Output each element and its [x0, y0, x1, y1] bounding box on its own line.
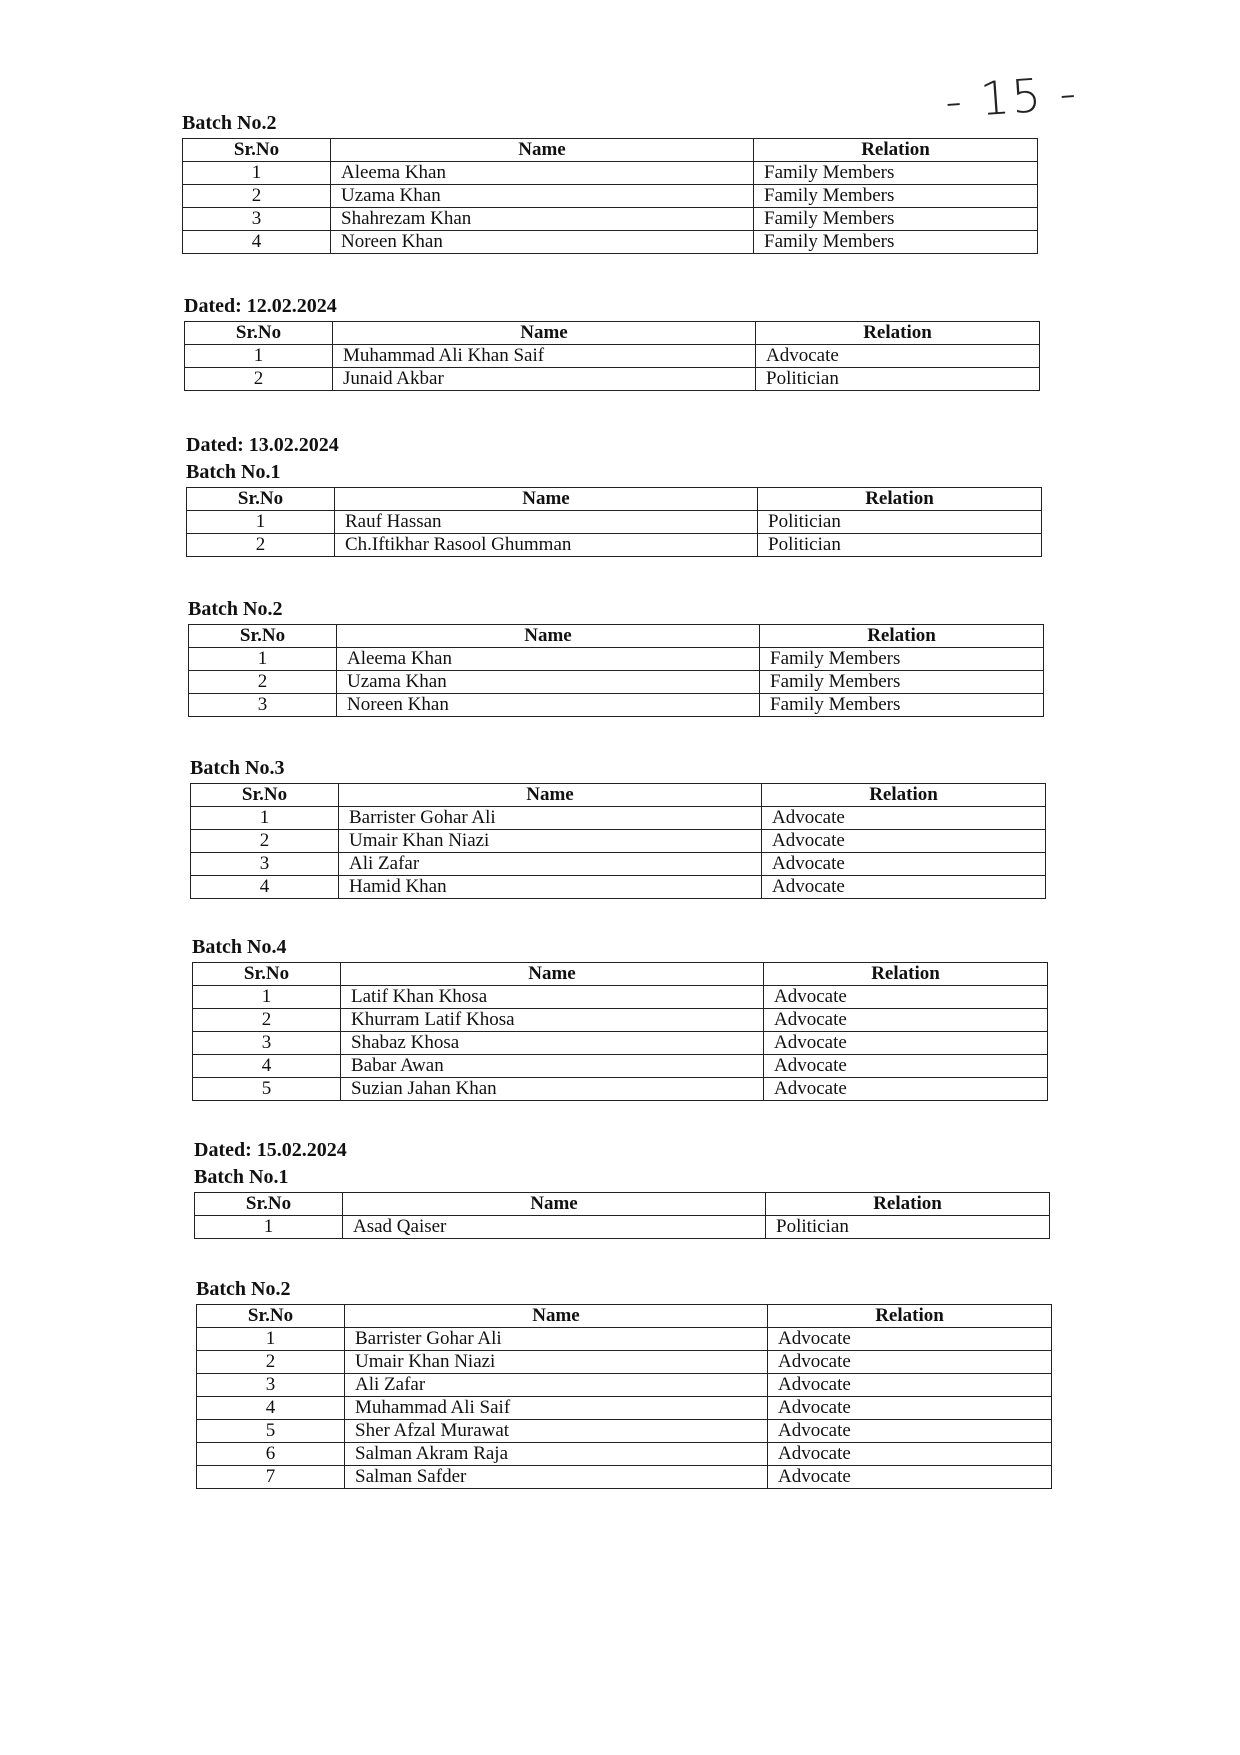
serial-number-cell: 1: [185, 345, 333, 368]
relation-cell: Family Members: [760, 671, 1044, 694]
serial-number-cell: 3: [197, 1374, 345, 1397]
column-header-name: Name: [331, 139, 754, 162]
serial-number-cell: 1: [183, 162, 331, 185]
name-cell: Rauf Hassan: [335, 511, 758, 534]
table-row: [189, 648, 1044, 671]
table-row: [193, 986, 1048, 1009]
serial-number-cell: 5: [197, 1420, 345, 1443]
column-header-sr-no: Sr.No: [189, 625, 337, 648]
column-header-name: Name: [335, 488, 758, 511]
table-row: [189, 694, 1044, 717]
visitor-section: [190, 755, 1046, 899]
table-row: [197, 1328, 1052, 1351]
relation-cell: Family Members: [754, 231, 1038, 254]
table-header-row: [191, 784, 1046, 807]
name-cell: Khurram Latif Khosa: [341, 1009, 764, 1032]
visitor-section: [194, 1137, 1050, 1239]
column-header-name: Name: [341, 963, 764, 986]
serial-number-cell: 1: [195, 1216, 343, 1239]
relation-cell: Advocate: [762, 830, 1046, 853]
table-header-row: [189, 625, 1044, 648]
visitor-table: [194, 1192, 1050, 1239]
column-header-sr-no: Sr.No: [183, 139, 331, 162]
table-header-row: [185, 322, 1040, 345]
column-header-relation: Relation: [760, 625, 1044, 648]
name-cell: Ali Zafar: [339, 853, 762, 876]
serial-number-cell: 4: [197, 1397, 345, 1420]
serial-number-cell: 2: [197, 1351, 345, 1374]
table-row: [197, 1443, 1052, 1466]
name-cell: Asad Qaiser: [343, 1216, 766, 1239]
relation-cell: Advocate: [764, 1032, 1048, 1055]
name-cell: Salman Akram Raja: [345, 1443, 768, 1466]
name-cell: Umair Khan Niazi: [339, 830, 762, 853]
name-cell: Muhammad Ali Khan Saif: [333, 345, 756, 368]
column-header-sr-no: Sr.No: [191, 784, 339, 807]
serial-number-cell: 3: [191, 853, 339, 876]
column-header-name: Name: [345, 1305, 768, 1328]
serial-number-cell: 1: [193, 986, 341, 1009]
batch-heading: Batch No.1: [186, 461, 281, 483]
name-cell: Ali Zafar: [345, 1374, 768, 1397]
table-row: [189, 671, 1044, 694]
column-header-relation: Relation: [764, 963, 1048, 986]
relation-cell: Advocate: [768, 1420, 1052, 1443]
batch-heading: Batch No.2: [196, 1278, 291, 1300]
serial-number-cell: 5: [193, 1078, 341, 1101]
table-row: [195, 1216, 1050, 1239]
relation-cell: Advocate: [768, 1397, 1052, 1420]
visitor-section: [188, 596, 1044, 717]
name-cell: Junaid Akbar: [333, 368, 756, 391]
date-heading: Dated: 12.02.2024: [184, 295, 337, 317]
name-cell: Shabaz Khosa: [341, 1032, 764, 1055]
relation-cell: Advocate: [768, 1351, 1052, 1374]
column-header-relation: Relation: [758, 488, 1042, 511]
relation-cell: Advocate: [768, 1466, 1052, 1489]
column-header-name: Name: [343, 1193, 766, 1216]
visitor-section: [184, 293, 1040, 391]
name-cell: Aleema Khan: [331, 162, 754, 185]
serial-number-cell: 1: [189, 648, 337, 671]
visitor-table: [196, 1304, 1052, 1489]
relation-cell: Family Members: [754, 208, 1038, 231]
column-header-relation: Relation: [768, 1305, 1052, 1328]
column-header-name: Name: [333, 322, 756, 345]
table-row: [197, 1397, 1052, 1420]
relation-cell: Family Members: [760, 694, 1044, 717]
visitor-table: [184, 321, 1040, 391]
table-row: [183, 162, 1038, 185]
date-heading: Dated: 15.02.2024: [194, 1139, 347, 1161]
relation-cell: Advocate: [762, 853, 1046, 876]
name-cell: Uzama Khan: [331, 185, 754, 208]
table-row: [193, 1032, 1048, 1055]
table-row: [187, 511, 1042, 534]
relation-cell: Advocate: [764, 1009, 1048, 1032]
serial-number-cell: 1: [187, 511, 335, 534]
column-header-sr-no: Sr.No: [197, 1305, 345, 1328]
visitor-table: [188, 624, 1044, 717]
column-header-name: Name: [337, 625, 760, 648]
visitor-table: [192, 962, 1048, 1101]
serial-number-cell: 2: [185, 368, 333, 391]
table-header-row: [195, 1193, 1050, 1216]
name-cell: Sher Afzal Murawat: [345, 1420, 768, 1443]
name-cell: Hamid Khan: [339, 876, 762, 899]
batch-heading: Batch No.1: [194, 1166, 289, 1188]
name-cell: Suzian Jahan Khan: [341, 1078, 764, 1101]
name-cell: Barrister Gohar Ali: [345, 1328, 768, 1351]
name-cell: Umair Khan Niazi: [345, 1351, 768, 1374]
serial-number-cell: 3: [183, 208, 331, 231]
column-header-sr-no: Sr.No: [195, 1193, 343, 1216]
table-row: [197, 1466, 1052, 1489]
name-cell: Noreen Khan: [337, 694, 760, 717]
table-header-row: [197, 1305, 1052, 1328]
relation-cell: Politician: [758, 511, 1042, 534]
column-header-relation: Relation: [762, 784, 1046, 807]
table-row: [185, 368, 1040, 391]
batch-heading: Batch No.4: [192, 936, 287, 958]
relation-cell: Advocate: [764, 1078, 1048, 1101]
relation-cell: Advocate: [768, 1374, 1052, 1397]
serial-number-cell: 2: [189, 671, 337, 694]
serial-number-cell: 1: [197, 1328, 345, 1351]
name-cell: Ch.Iftikhar Rasool Ghumman: [335, 534, 758, 557]
table-header-row: [183, 139, 1038, 162]
serial-number-cell: 3: [193, 1032, 341, 1055]
table-row: [183, 208, 1038, 231]
relation-cell: Politician: [758, 534, 1042, 557]
column-header-sr-no: Sr.No: [185, 322, 333, 345]
table-row: [191, 876, 1046, 899]
visitor-table: [190, 783, 1046, 899]
relation-cell: Advocate: [764, 1055, 1048, 1078]
date-heading: Dated: 13.02.2024: [186, 434, 339, 456]
column-header-sr-no: Sr.No: [193, 963, 341, 986]
relation-cell: Politician: [756, 368, 1040, 391]
table-row: [183, 185, 1038, 208]
relation-cell: Advocate: [762, 876, 1046, 899]
table-row: [193, 1078, 1048, 1101]
name-cell: Babar Awan: [341, 1055, 764, 1078]
serial-number-cell: 3: [189, 694, 337, 717]
column-header-relation: Relation: [754, 139, 1038, 162]
batch-heading: Batch No.2: [188, 598, 283, 620]
column-header-relation: Relation: [766, 1193, 1050, 1216]
visitor-section: [192, 934, 1048, 1101]
column-header-relation: Relation: [756, 322, 1040, 345]
visitor-section: [186, 432, 1042, 557]
table-row: [191, 853, 1046, 876]
serial-number-cell: 4: [183, 231, 331, 254]
table-row: [193, 1009, 1048, 1032]
batch-heading: Batch No.3: [190, 757, 285, 779]
table-row: [185, 345, 1040, 368]
name-cell: Noreen Khan: [331, 231, 754, 254]
relation-cell: Politician: [766, 1216, 1050, 1239]
relation-cell: Advocate: [764, 986, 1048, 1009]
column-header-sr-no: Sr.No: [187, 488, 335, 511]
relation-cell: Family Members: [760, 648, 1044, 671]
serial-number-cell: 1: [191, 807, 339, 830]
table-row: [197, 1420, 1052, 1443]
visitor-table: [186, 487, 1042, 557]
page-number: - 15 -: [943, 65, 1080, 129]
name-cell: Shahrezam Khan: [331, 208, 754, 231]
visitor-table: [182, 138, 1038, 254]
serial-number-cell: 4: [191, 876, 339, 899]
column-header-name: Name: [339, 784, 762, 807]
table-row: [197, 1351, 1052, 1374]
serial-number-cell: 2: [193, 1009, 341, 1032]
visitor-section: [196, 1276, 1052, 1489]
serial-number-cell: 4: [193, 1055, 341, 1078]
name-cell: Latif Khan Khosa: [341, 986, 764, 1009]
name-cell: Uzama Khan: [337, 671, 760, 694]
name-cell: Muhammad Ali Saif: [345, 1397, 768, 1420]
table-header-row: [187, 488, 1042, 511]
name-cell: Salman Safder: [345, 1466, 768, 1489]
serial-number-cell: 7: [197, 1466, 345, 1489]
relation-cell: Advocate: [756, 345, 1040, 368]
serial-number-cell: 2: [187, 534, 335, 557]
name-cell: Aleema Khan: [337, 648, 760, 671]
relation-cell: Family Members: [754, 162, 1038, 185]
serial-number-cell: 2: [191, 830, 339, 853]
table-row: [187, 534, 1042, 557]
name-cell: Barrister Gohar Ali: [339, 807, 762, 830]
relation-cell: Advocate: [768, 1328, 1052, 1351]
serial-number-cell: 6: [197, 1443, 345, 1466]
table-row: [191, 807, 1046, 830]
table-header-row: [193, 963, 1048, 986]
relation-cell: Advocate: [768, 1443, 1052, 1466]
batch-heading: Batch No.2: [182, 112, 277, 134]
visitor-section: [182, 110, 1038, 254]
table-row: [191, 830, 1046, 853]
table-row: [183, 231, 1038, 254]
table-row: [193, 1055, 1048, 1078]
serial-number-cell: 2: [183, 185, 331, 208]
table-row: [197, 1374, 1052, 1397]
relation-cell: Advocate: [762, 807, 1046, 830]
relation-cell: Family Members: [754, 185, 1038, 208]
